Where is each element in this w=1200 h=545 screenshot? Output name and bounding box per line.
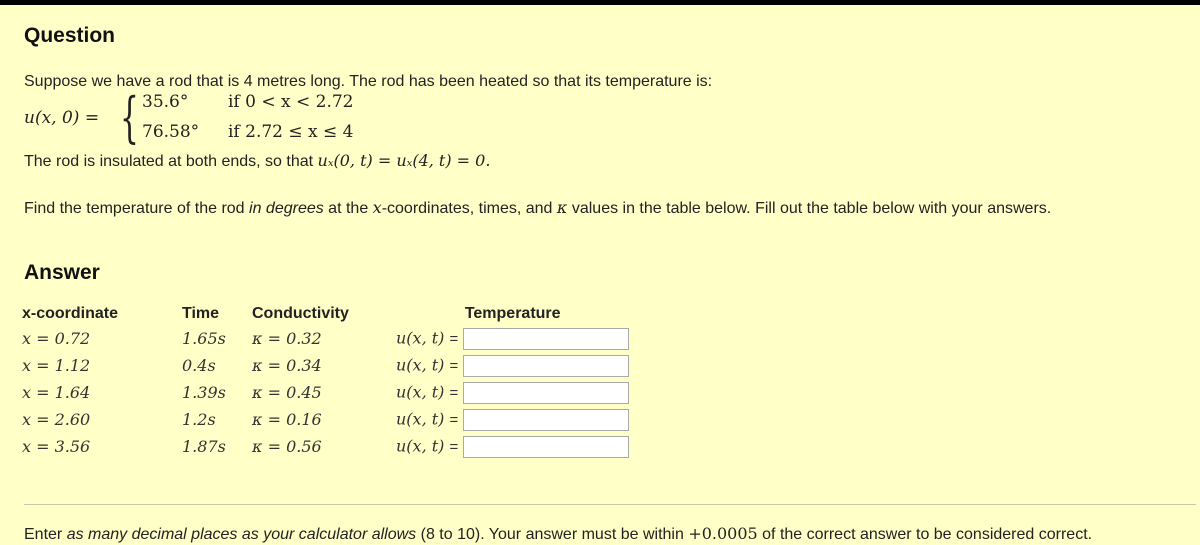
x-coordinate-cell: x = 2.60 (22, 410, 91, 429)
equals-sign: = (449, 411, 459, 428)
temperature-input[interactable] (463, 355, 629, 377)
answer-heading: Answer (24, 261, 100, 284)
temperature-label: u(x, t) (396, 436, 445, 455)
equals-sign: = (449, 438, 459, 455)
temperature-cell (396, 352, 637, 379)
temperature-cell (396, 406, 637, 433)
instructions-part: at the (323, 200, 373, 217)
instructions-part: values in the table below. Fill out the table below with your answers. (567, 200, 1052, 217)
answer-table-header (22, 303, 637, 325)
precision-note-part: of the correct answer to be considered correct. (757, 526, 1093, 543)
time-cell: 1.65s (182, 329, 226, 348)
conductivity-cell: κ = 0.56 (252, 437, 322, 456)
table-row (22, 352, 637, 379)
column-header-temperature: Temperature (464, 305, 561, 322)
temperature-cell (396, 379, 637, 406)
time-cell: 1.87s (182, 437, 226, 456)
table-row (22, 406, 637, 433)
equals-sign: = (449, 357, 459, 374)
question-intro: Suppose we have a rod that is 4 metres long. The rod has been heated so that its temperature is: (24, 73, 713, 90)
instructions-x-symbol: x (372, 198, 382, 217)
temperature-label: u(x, t) (396, 409, 445, 428)
precision-note-part: Enter (24, 526, 67, 543)
instructions-part: -coordinates, times, and (381, 200, 557, 217)
piecewise-lhs: u(x, 0) = (24, 108, 100, 128)
equals-sign: = (449, 330, 459, 347)
time-cell: 1.39s (182, 383, 226, 402)
section-divider (24, 504, 1196, 505)
answer-table (22, 303, 637, 460)
instructions-text (24, 198, 1184, 219)
boundary-condition-label: The rod is insulated at both ends, so that (24, 153, 318, 170)
x-coordinate-cell: x = 0.72 (22, 329, 91, 348)
conductivity-cell: κ = 0.34 (252, 356, 322, 375)
piecewise-formula (24, 86, 524, 149)
conductivity-cell: κ = 0.16 (252, 410, 322, 429)
piecewise-condition-2: if 2.72 ≤ x ≤ 4 (228, 122, 354, 142)
piecewise-value-1: 35.6° (142, 92, 189, 112)
conductivity-cell: κ = 0.45 (252, 383, 322, 402)
column-header-time: Time (182, 305, 220, 322)
instructions-part: Find the temperature of the rod (24, 200, 250, 217)
boundary-condition-text (24, 151, 490, 172)
equals-sign: = (449, 384, 459, 401)
column-header-x: x-coordinate (22, 305, 119, 322)
x-coordinate-cell: x = 1.12 (22, 356, 91, 375)
piecewise-value-2: 76.58° (142, 122, 200, 142)
table-row (22, 379, 637, 406)
table-row (22, 433, 637, 460)
brace-symbol: { (120, 86, 139, 149)
temperature-label: u(x, t) (396, 328, 445, 347)
temperature-label: u(x, t) (396, 382, 445, 401)
time-cell: 1.2s (182, 410, 216, 429)
temperature-cell (396, 433, 637, 460)
table-row (22, 325, 637, 352)
x-coordinate-cell: x = 3.56 (22, 437, 91, 456)
top-border (0, 0, 1200, 5)
tolerance-value: +0.0005 (688, 524, 758, 543)
temperature-input[interactable] (463, 382, 629, 404)
x-coordinate-cell: x = 1.64 (22, 383, 91, 402)
temperature-input[interactable] (463, 436, 629, 458)
time-cell: 0.4s (182, 356, 216, 375)
precision-note-part: (8 to 10). Your answer must be within (416, 526, 689, 543)
question-heading: Question (24, 24, 116, 47)
column-header-conductivity: Conductivity (252, 305, 349, 322)
temperature-input[interactable] (463, 409, 629, 431)
precision-note-emphasis: as many decimal places as your calculator allows (66, 526, 417, 543)
temperature-label: u(x, t) (396, 355, 445, 374)
instructions-kappa-symbol: κ (556, 198, 568, 217)
instructions-emphasis: in degrees (249, 200, 324, 217)
temperature-input[interactable] (463, 328, 629, 350)
piecewise-condition-1: if 0 < x < 2.72 (228, 92, 354, 112)
temperature-cell (396, 325, 637, 352)
precision-note (24, 524, 1184, 545)
conductivity-cell: κ = 0.32 (252, 329, 322, 348)
boundary-condition-math: uₓ(0, t) = uₓ(4, t) = 0. (317, 151, 491, 170)
